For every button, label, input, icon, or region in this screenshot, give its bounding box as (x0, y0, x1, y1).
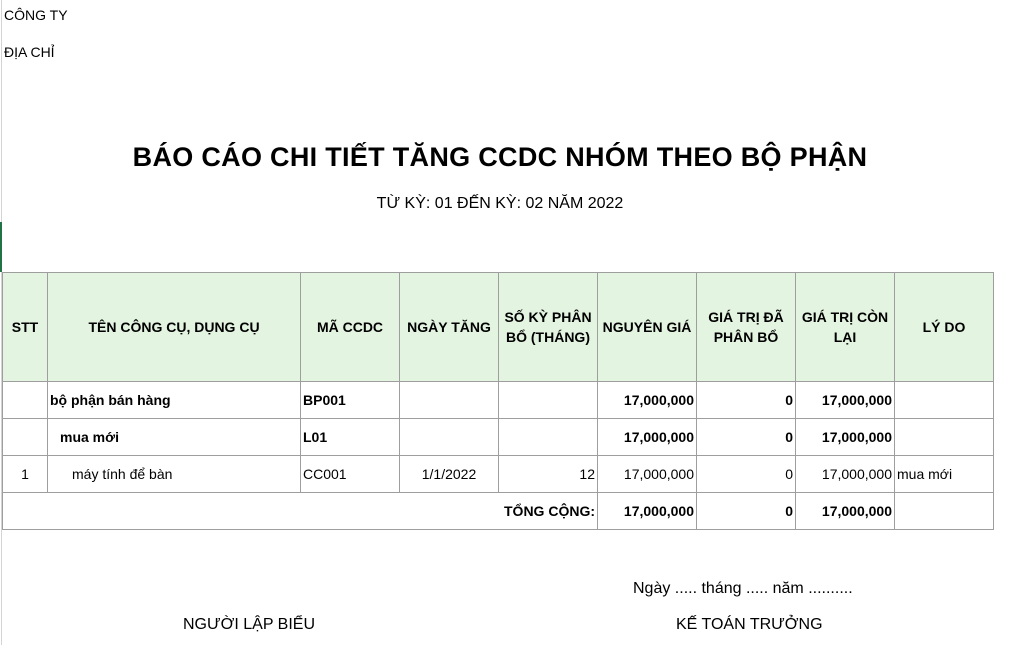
cell-reason[interactable] (895, 419, 994, 456)
col-header-name[interactable]: TÊN CÔNG CỤ, DỤNG CỤ (48, 273, 301, 382)
cell-periods[interactable] (499, 382, 598, 419)
cell-name[interactable]: bộ phận bán hàng (48, 382, 301, 419)
cell-cost[interactable]: 17,000,000 (598, 419, 697, 456)
col-header-date[interactable]: NGÀY TĂNG (400, 273, 499, 382)
signature-date-line: Ngày ..... tháng ..... năm .......... (633, 580, 853, 597)
cell-remaining[interactable]: 17,000,000 (796, 382, 895, 419)
report-period: TỪ KỲ: 01 ĐẾN KỲ: 02 NĂM 2022 (376, 195, 624, 212)
table-row-reason-group (3, 419, 994, 456)
table-row-department (3, 382, 994, 419)
chief-accountant-signature-label: KẾ TOÁN TRƯỞNG (676, 616, 823, 633)
total-reason-cell[interactable] (895, 493, 994, 530)
col-header-reason[interactable]: LÝ DO (895, 273, 994, 382)
table-row-total (3, 493, 994, 530)
cell-remaining[interactable]: 17,000,000 (796, 456, 895, 493)
col-header-allocated[interactable]: GIÁ TRỊ ĐÃ PHÂN BỔ (697, 273, 796, 382)
total-allocated[interactable]: 0 (697, 493, 796, 530)
total-cost[interactable]: 17,000,000 (598, 493, 697, 530)
total-label[interactable]: TỔNG CỘNG: (3, 493, 598, 530)
cell-code[interactable]: L01 (301, 419, 400, 456)
company-label: CÔNG TY (4, 7, 68, 23)
cell-code[interactable]: CC001 (301, 456, 400, 493)
cell-remaining[interactable]: 17,000,000 (796, 419, 895, 456)
col-header-remaining[interactable]: GIÁ TRỊ CÒN LẠI (796, 273, 895, 382)
cell-code[interactable]: BP001 (301, 382, 400, 419)
cell-reason[interactable]: mua mới (895, 456, 994, 493)
cell-date[interactable] (400, 382, 499, 419)
cell-stt[interactable]: 1 (3, 456, 48, 493)
col-header-periods[interactable]: SỐ KỲ PHÂN BỔ (THÁNG) (499, 273, 598, 382)
cell-reason[interactable] (895, 382, 994, 419)
cell-name[interactable]: mua mới (48, 419, 301, 456)
active-cell-marker (0, 222, 2, 272)
col-header-code[interactable]: MÃ CCDC (301, 273, 400, 382)
address-label: ĐỊA CHỈ (4, 44, 55, 60)
cell-periods[interactable]: 12 (499, 456, 598, 493)
cell-cost[interactable]: 17,000,000 (598, 456, 697, 493)
col-header-cost[interactable]: NGUYÊN GIÁ (598, 273, 697, 382)
cell-cost[interactable]: 17,000,000 (598, 382, 697, 419)
report-table (2, 272, 994, 530)
cell-stt[interactable] (3, 382, 48, 419)
col-header-stt[interactable]: STT (3, 273, 48, 382)
preparer-signature-label: NGƯỜI LẬP BIỂU (183, 616, 316, 633)
cell-allocated[interactable]: 0 (697, 382, 796, 419)
table-row-item (3, 456, 994, 493)
total-remaining[interactable]: 17,000,000 (796, 493, 895, 530)
cell-date[interactable]: 1/1/2022 (400, 456, 499, 493)
cell-periods[interactable] (499, 419, 598, 456)
cell-date[interactable] (400, 419, 499, 456)
cell-allocated[interactable]: 0 (697, 456, 796, 493)
cell-name[interactable]: máy tính để bàn (48, 456, 301, 493)
table-header-row (3, 273, 994, 382)
cell-allocated[interactable]: 0 (697, 419, 796, 456)
report-title: BÁO CÁO CHI TIẾT TĂNG CCDC NHÓM THEO BỘ PHẬN (132, 142, 868, 172)
cell-stt[interactable] (3, 419, 48, 456)
